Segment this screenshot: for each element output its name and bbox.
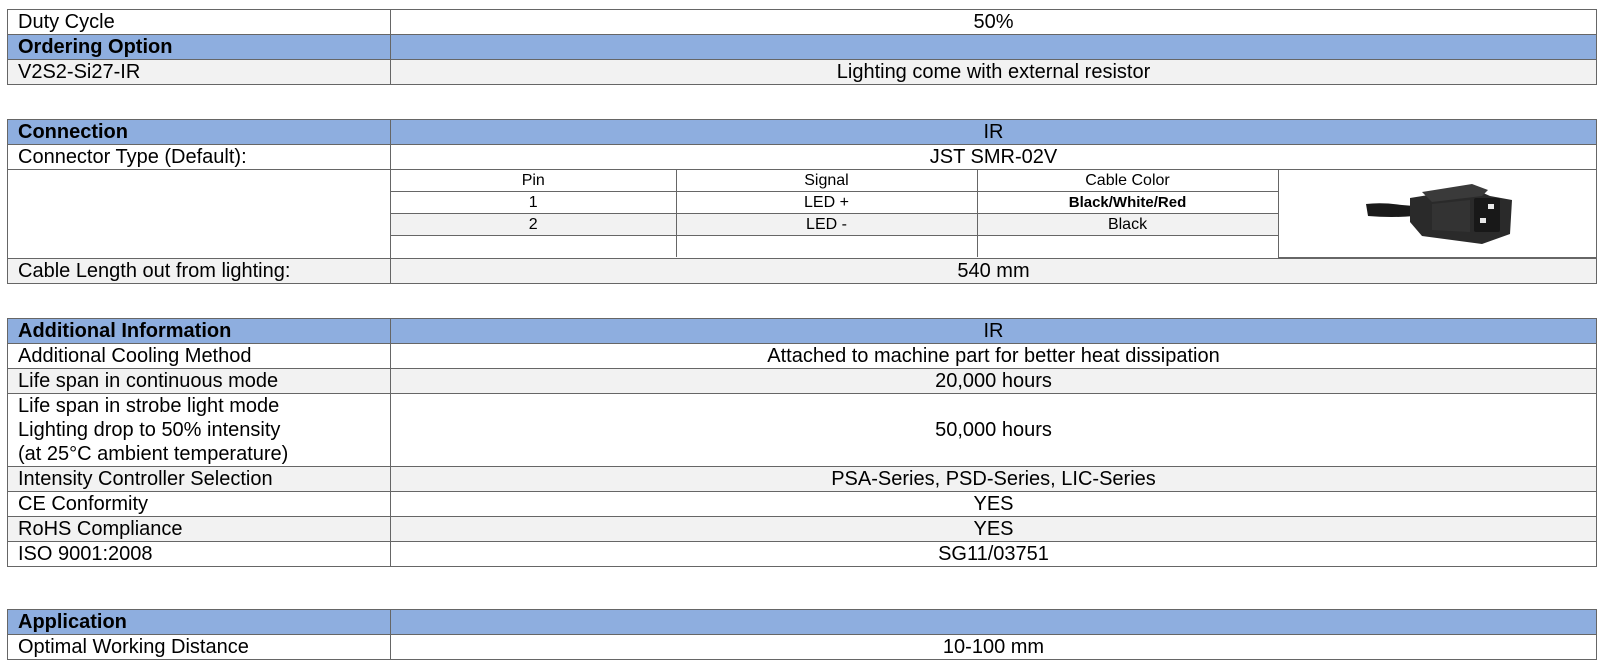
table-row: [8, 492, 1597, 517]
row-label: RoHS Compliance: [8, 517, 391, 542]
pin-table-label-cell: [8, 170, 391, 259]
row-value: 20,000 hours: [391, 369, 1597, 394]
signal-header: Signal: [676, 170, 977, 192]
table-row: [8, 517, 1597, 542]
table-row: [8, 145, 1597, 170]
pin-table-header: [391, 170, 1596, 192]
row-value: 50,000 hours: [391, 394, 1597, 467]
table-header-row: [8, 35, 1597, 60]
row-label-line: (at 25°C ambient temperature): [18, 443, 289, 465]
row-label: Intensity Controller Selection: [8, 467, 391, 492]
pin-table-row: [8, 170, 1597, 259]
connection-header-value: IR: [391, 120, 1597, 145]
table-row: [8, 394, 1597, 467]
ordering-option-header-value: [391, 35, 1597, 60]
duty-cycle-label: Duty Cycle: [8, 10, 391, 35]
row-label-line: Lighting drop to 50% intensity: [18, 419, 281, 441]
connection-header: Connection: [8, 120, 391, 145]
row-label-multiline: [8, 394, 391, 467]
table-header-row: [8, 610, 1597, 635]
ordering-value: Lighting come with external resistor: [391, 60, 1597, 85]
pin-cable-color: Black/White/Red: [977, 192, 1278, 214]
table-row: [8, 635, 1597, 660]
row-value: PSA-Series, PSD-Series, LIC-Series: [391, 467, 1597, 492]
row-label: Life span in continuous mode: [8, 369, 391, 394]
pin-empty-cell: [977, 236, 1278, 258]
duty-cycle-value: 50%: [391, 10, 1597, 35]
ordering-code: V2S2-Si27-IR: [8, 60, 391, 85]
row-label: ISO 9001:2008: [8, 542, 391, 567]
additional-info-header-value: IR: [391, 319, 1597, 344]
connection-table: [7, 119, 1597, 284]
pin-table-cell: [391, 170, 1597, 259]
table-row: [8, 60, 1597, 85]
application-header-value: [391, 610, 1597, 635]
pin-empty-cell: [391, 236, 676, 258]
row-value: YES: [391, 492, 1597, 517]
connector-type-label: Connector Type (Default):: [8, 145, 391, 170]
pin-number: 1: [391, 192, 676, 214]
working-distance-label: Optimal Working Distance: [8, 635, 391, 660]
cable-length-value: 540 mm: [391, 258, 1597, 283]
row-value: SG11/03751: [391, 542, 1597, 567]
application-header: Application: [8, 610, 391, 635]
pin-signal: LED -: [676, 214, 977, 236]
cable-color-header: Cable Color: [977, 170, 1278, 192]
row-label: Additional Cooling Method: [8, 344, 391, 369]
connector-image: [1362, 174, 1512, 252]
table-row: [8, 542, 1597, 567]
pin-header: Pin: [391, 170, 676, 192]
table-row: [8, 369, 1597, 394]
working-distance-value: 10-100 mm: [391, 635, 1597, 660]
table-row: [8, 467, 1597, 492]
table-row: [8, 10, 1597, 35]
connector-image-cell: [1278, 170, 1596, 257]
application-table: [7, 609, 1597, 660]
row-value: Attached to machine part for better heat dissipation: [391, 344, 1597, 369]
row-label: CE Conformity: [8, 492, 391, 517]
table-header-row: [8, 120, 1597, 145]
pin-signal: LED +: [676, 192, 977, 214]
ordering-option-header: Ordering Option: [8, 35, 391, 60]
connector-type-value: JST SMR-02V: [391, 145, 1597, 170]
row-value: YES: [391, 517, 1597, 542]
row-label-line: Life span in strobe light mode: [18, 395, 280, 417]
table-row: [8, 344, 1597, 369]
additional-info-table: [7, 318, 1597, 567]
pin-empty-cell: [676, 236, 977, 258]
table-header-row: [8, 319, 1597, 344]
pin-cable-color: Black: [977, 214, 1278, 236]
table-row: [8, 258, 1597, 283]
cable-length-label: Cable Length out from lighting:: [8, 258, 391, 283]
pin-number: 2: [391, 214, 676, 236]
additional-info-header: Additional Information: [8, 319, 391, 344]
pin-table: [391, 170, 1596, 258]
ordering-table: [7, 9, 1597, 85]
